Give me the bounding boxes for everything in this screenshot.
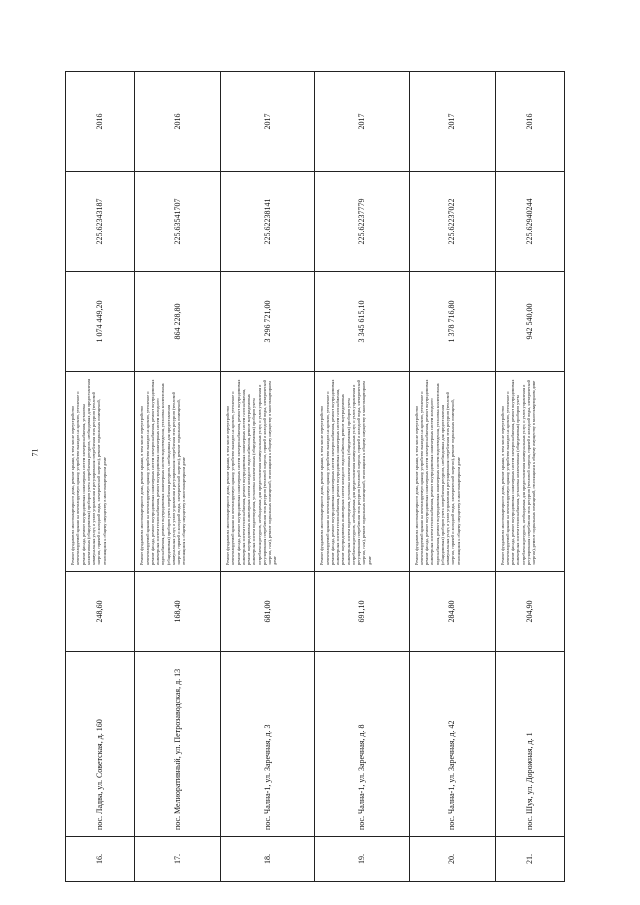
capital-repair-table [65,71,565,882]
table-body [66,72,565,882]
year-cell: 2016 [66,72,135,172]
year-cell: 2017 [221,72,315,172]
table-row [495,72,564,882]
cost-cell: 3 296 721,00 [221,272,315,372]
area-cell: 284,80 [409,572,495,652]
area-cell: 691,10 [315,572,409,652]
table-row [221,72,315,882]
area-cell: 248,60 [66,572,135,652]
cost-cell: 1 378 716,80 [409,272,495,372]
cost-cell: 1 074 449,20 [66,272,135,372]
works-description-cell: Ремонт фундамента многоквартирного дома, ремонт крыши, в том числе переустройство невентилируемой крыши на вентилируемую крышу, устройство выходов на кровлю, утепление и ремонт фасада, ремонт внутридомовых инженерных систем электроснабжения, ремонт внутридомовых инженерных систем теплоснабжения, установка коллективных (общедомовых) приборов учета потребления ресурсов, необходимых для предоставления коммунальных услуг, и узлов управления и регулирования потребления этих ресурсов (тепловой энергии, горячей и холодной воды, электрической энергии), ремонт подвальных помещений, относящихся к общему имуществу в многоквартирном доме [495,372,564,572]
cost-cell: 864 228,80 [135,272,221,372]
year-cell: 2017 [315,72,409,172]
table-row [315,72,409,882]
table-row [66,72,135,882]
year-cell: 2016 [495,72,564,172]
cadastral-code-cell: 225.62238141 [221,172,315,272]
works-description-cell: Ремонт фундамента многоквартирного дома, ремонт крыши, в том числе переустройство невентилируемой крыши на вентилируемую крышу, устройство выходов на кровлю, утепление и ремонт фасада, ремонт внутридомовых инженерных систем электроснабжения, ремонт внутридомовых инженерных систем теплоснабжения, ремонт внутридомовых инженерных систем холодного водоснабжения, ремонт внутридомовых инженерных систем водоотведения, установка коллективных (общедомовых) приборов учета потребления ресурсов, необходимых для предоставления коммунальных услуг, и узлов управления и регулирования потребления этих ресурсов (тепловой энергии, горячей и холодной воды, электрической энергии), ремонт подвальных помещений, относящихся к общему имуществу в многоквартирном доме [409,372,495,572]
year-cell: 2017 [409,72,495,172]
works-description-cell: Ремонт фундамента многоквартирного дома, ремонт крыши, в том числе переустройство невентилируемой крыши на вентилируемую крышу, устройство выходов на кровлю, утепление и ремонт фасада, ремонт внутридомовых инженерных систем электроснабжения, установка коллективных (общедомовых) приборов учета потребления ресурсов, необходимых для предоставления коммунальных услуг, и узлов управления и регулирования потребления этих ресурсов (тепловой энергии, горячей и холодной воды, электрической энергии), ремонт подвальных помещений, относящихся к общему имуществу в многоквартирном доме [66,372,135,572]
address-cell: пос. Ладва, ул. Советская, д. 160 [66,652,135,837]
cadastral-code-cell: 225.62237779 [315,172,409,272]
area-cell: 204,90 [495,572,564,652]
works-description-cell: Ремонт фундамента многоквартирного дома, ремонт крыши, в том числе переустройство невентилируемой крыши на вентилируемую крышу, устройство выходов на кровлю, утепление и ремонт фасада, ремонт внутридомовых инженерных систем электроснабжения, ремонт внутридомовых инженерных систем теплоснабжения, ремонт внутридомовых инженерных систем холодного водоснабжения, ремонт внутридомовых инженерных систем водоотведения, установка коллективных (общедомовых) приборов учета потребления ресурсов, необходимых для предоставления коммунальных услуг, и узлов управления и регулирования потребления этих ресурсов (тепловой энергии, горячей и холодной воды, электрической энергии), ремонт подвальных помещений, относящихся к общему имуществу в многоквартирном доме [135,372,221,572]
row-number: 21. [495,837,564,882]
row-number: 16. [66,837,135,882]
address-cell: пос. Чална-1, ул. Заречная, д. 3 [221,652,315,837]
address-cell: пос. Чална-1, ул. Заречная, д. 42 [409,652,495,837]
year-cell: 2016 [135,72,221,172]
works-description-cell: Ремонт фундамента многоквартирного дома, ремонт крыши, в том числе переустройство невентилируемой крыши на вентилируемую крышу, устройство выходов на кровлю, утепление и ремонт фасада, ремонт внутридомовых инженерных систем электроснабжения, ремонт внутридомовых инженерных систем теплоснабжения, ремонт внутридомовых инженерных систем газоснабжения, ремонт внутридомовых инженерных систем холодного водоснабжения, ремонт внутридомовых инженерных систем водоотведения, установка коллективных (общедомовых) приборов учета потребления ресурсов, необходимых для предоставления коммунальных услуг, и узлов управления и регулирования потребления этих ресурсов (тепловой энергии, горячей и холодной воды, электрической энергии, газа), ремонт подвальных помещений, относящихся к общему имуществу в многоквартирном доме [221,372,315,572]
cadastral-code-cell: 225.63541707 [135,172,221,272]
cost-cell: 3 345 615,10 [315,272,409,372]
row-number: 18. [221,837,315,882]
cadastral-code-cell: 225.62940244 [495,172,564,272]
table-row [135,72,221,882]
works-description-cell: Ремонт фундамента многоквартирного дома, ремонт крыши, в том числе переустройство невентилируемой крыши на вентилируемую крышу, устройство выходов на кровлю, утепление и ремонт фасада, ремонт внутридомовых инженерных систем электроснабжения, ремонт внутридомовых инженерных систем теплоснабжения, ремонт внутридомовых инженерных систем газоснабжения, ремонт внутридомовых инженерных систем холодного водоснабжения, ремонт внутридомовых инженерных систем водоотведения, установка коллективных (общедомовых) приборов учета потребления ресурсов, необходимых для предоставления коммунальных услуг, и узлов управления и регулирования потребления этих ресурсов (тепловой энергии, горячей и холодной воды, электрической энергии, газа), ремонт подвальных помещений, относящихся к общему имуществу в многоквартирном доме [315,372,409,572]
area-cell: 681,00 [221,572,315,652]
row-number: 17. [135,837,221,882]
cadastral-code-cell: 225.62237022 [409,172,495,272]
address-cell: пос. Чална-1, ул. Заречная, д. 8 [315,652,409,837]
table-row [409,72,495,882]
address-cell: пос. Шуя, ул. Дорожная, д. 1 [495,652,564,837]
cost-cell: 942 540,00 [495,272,564,372]
area-cell: 168,40 [135,572,221,652]
address-cell: пос. Мелиоративный, ул. Петрозаводская, д. 13 [135,652,221,837]
cadastral-code-cell: 225.62343187 [66,172,135,272]
row-number: 20. [409,837,495,882]
page-number: 71 [30,448,40,457]
row-number: 19. [315,837,409,882]
